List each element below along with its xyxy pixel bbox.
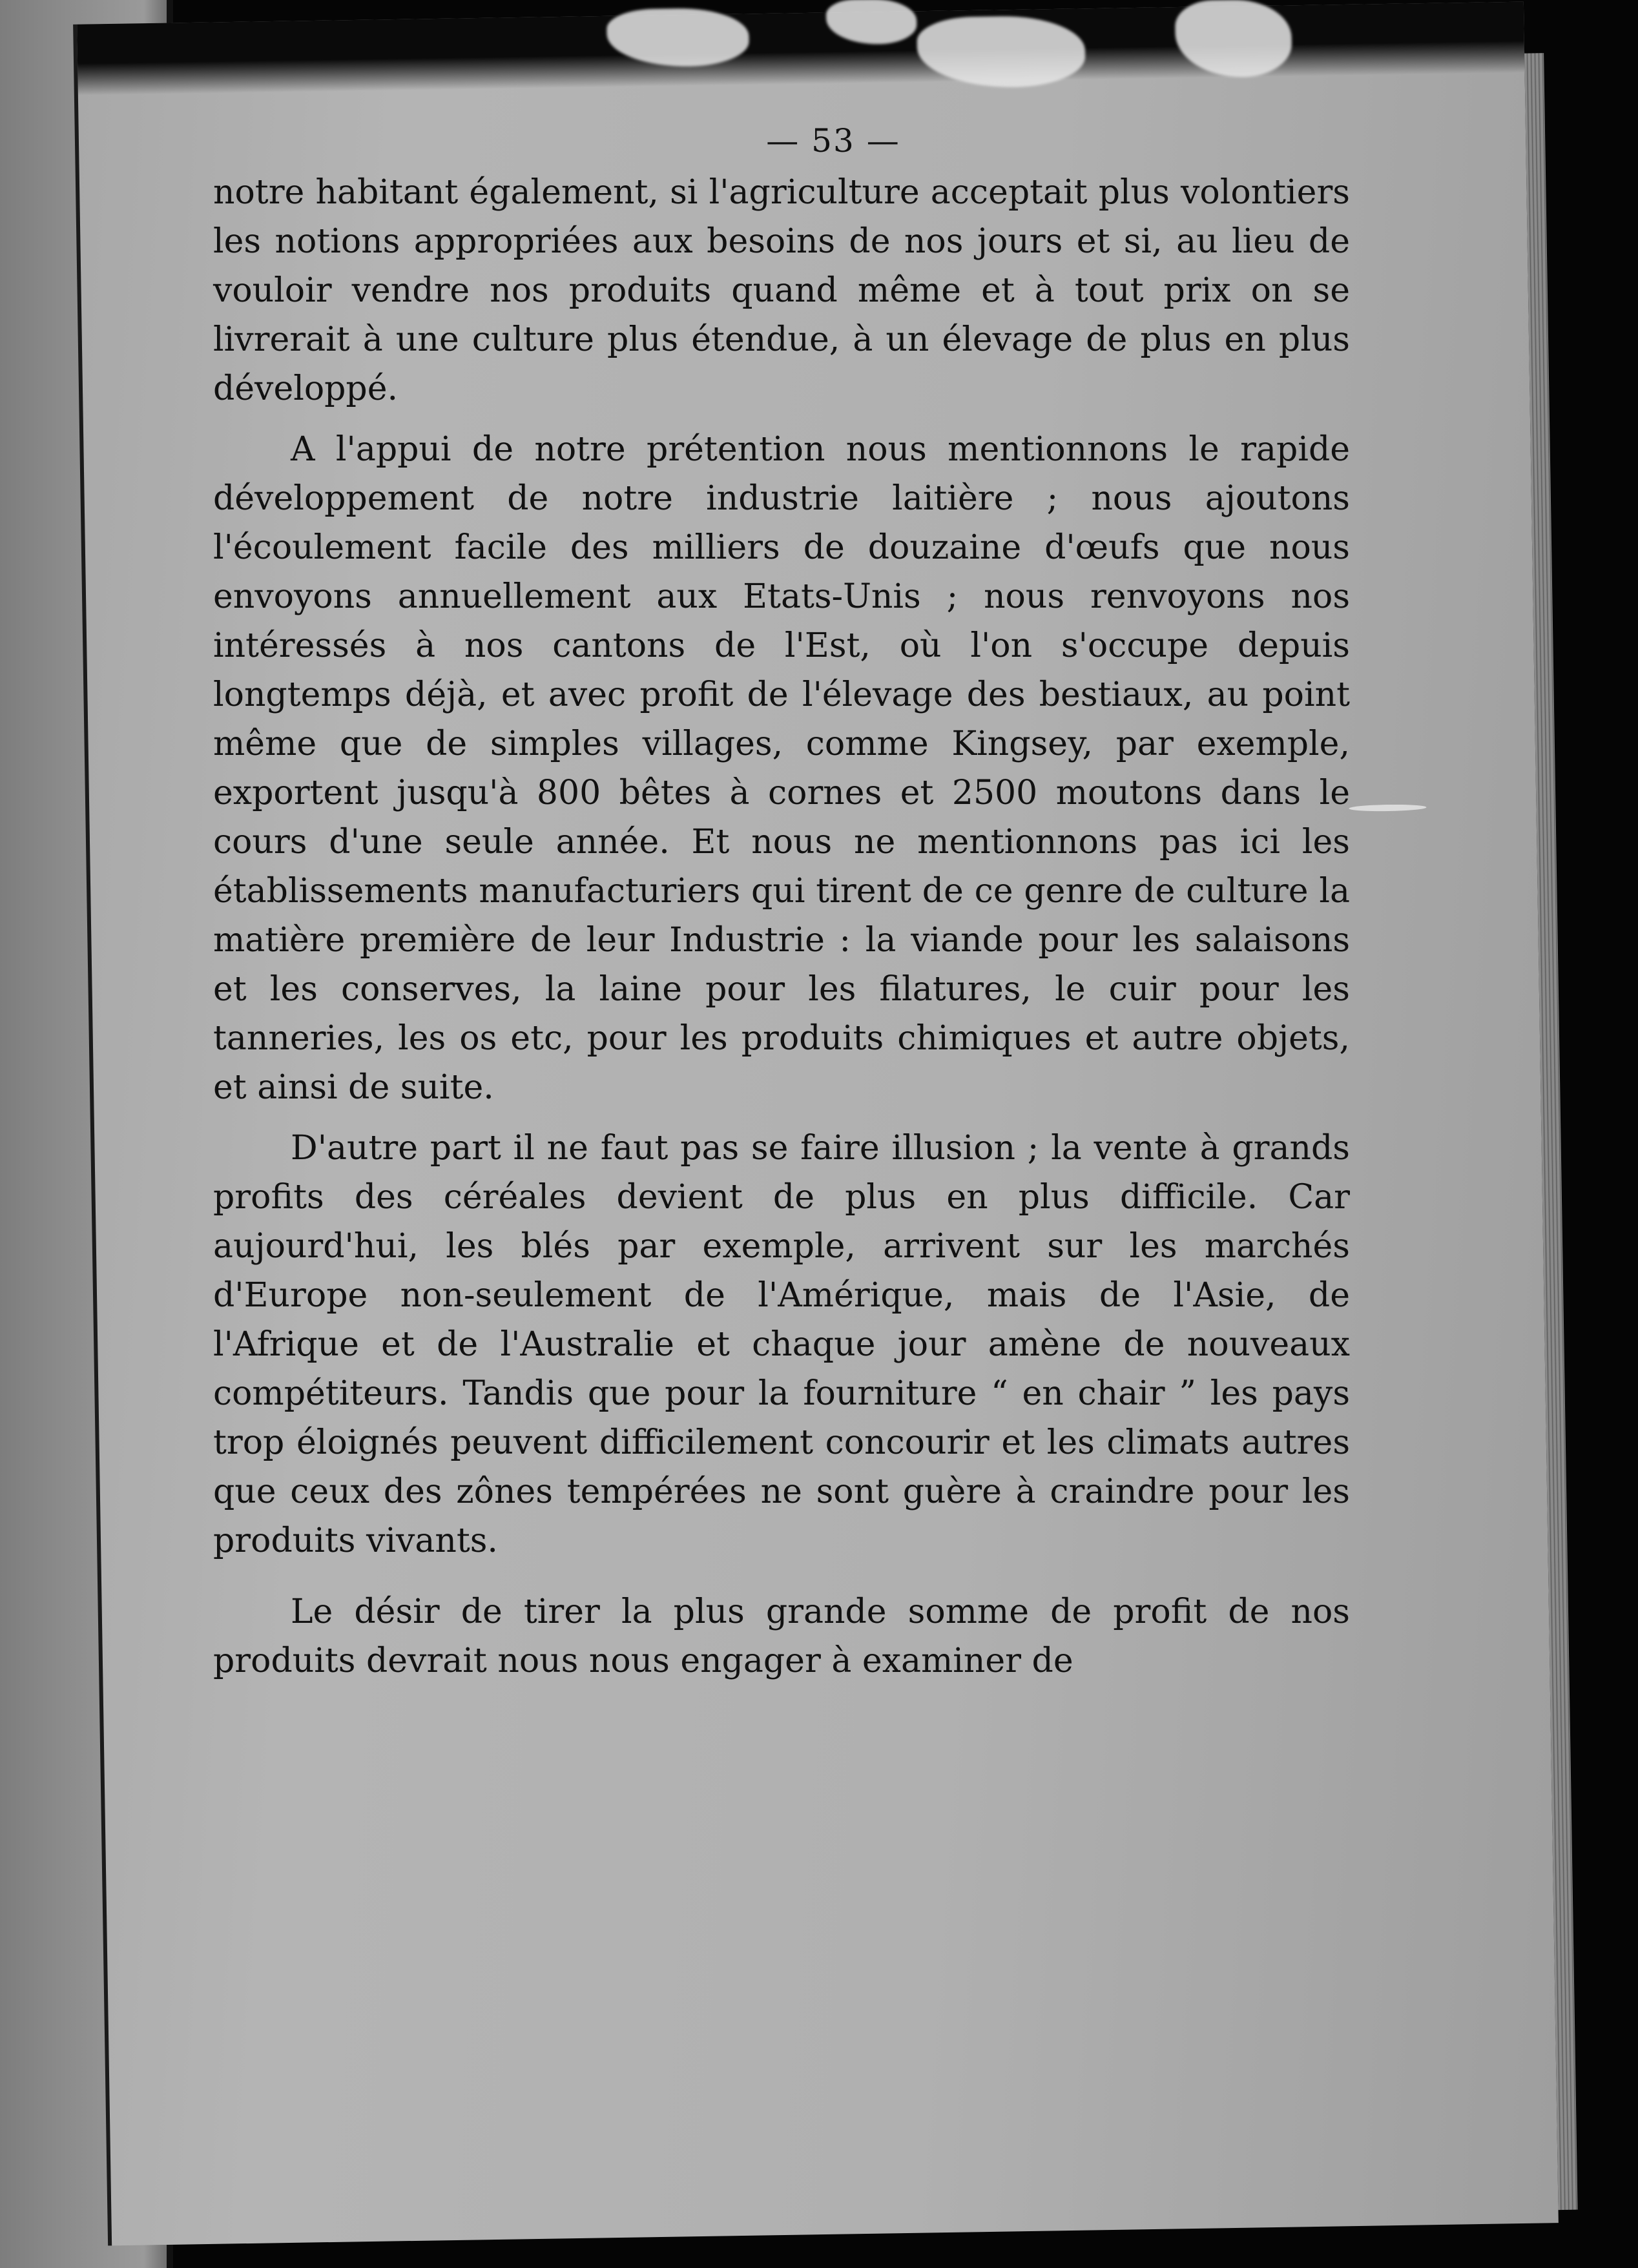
top-edge-damage xyxy=(77,2,1524,96)
page-text xyxy=(213,116,1350,1697)
paragraph-3: D'autre part il ne faut pas se faire illusion ; la vente à grands profits des céréales devient de plus en plus difficile. Car aujourd'hui, les blés par exemple, arrivent sur les marchés d'Europe non-seulement de l'Amérique, mais de l'Asie, de l'Afrique et de l'Australie et chaque jour amène de nouveaux compétiteurs. Tandis que pour la fourniture “ en chair ” les pays trop éloignés peuvent difficilement concourir et les climats autres que ceux des zônes tempérées ne sont guère à craindre pour les produits vivants. xyxy=(213,1129,1350,1560)
paragraph-2: A l'appui de notre prétention nous mentionnons le rapide développement de notre industrie laitière ; nous ajoutons l'écoulement facile des milliers de douzaine d'œufs que nous envoyons annuellement aux Etats-Unis ; nous renvoyons nos intéressés à nos cantons de l'Est, où l'on s'occupe depuis longtemps déjà, et avec profit de l'élevage des bestiaux, au point même que de simples villages, comme Kingsey, par exemple, exportent jusqu'à 800 bêtes à cornes et 2500 moutons dans le cours d'une seule année. Et nous ne mentionnons pas ici les établissements manufacturiers qui tirent de ce genre de culture la matière première de leur Industrie : la viande pour les salaisons et les conserves, la laine pour les filatures, le cuir pour les tanneries, les os etc, pour les produits chimiques et autre objets, et ainsi de suite. xyxy=(213,430,1350,1107)
paragraph-4: Le désir de tirer la plus grande somme de profit de nos produits devrait nous nous engager à examiner de xyxy=(213,1593,1350,1680)
page-number: — 53 — xyxy=(766,122,900,160)
white-mark xyxy=(1349,804,1426,812)
page-stack-edge xyxy=(1524,53,1577,2210)
paragraph-1: notre habitant également, si l'agriculture acceptait plus volontiers les notions appropriées aux besoins de nos jours et si, au lieu de vouloir vendre nos produits quand même et à tout prix on se livrerait à une culture plus étendue, à un élevage de plus en plus développé. xyxy=(213,173,1350,408)
